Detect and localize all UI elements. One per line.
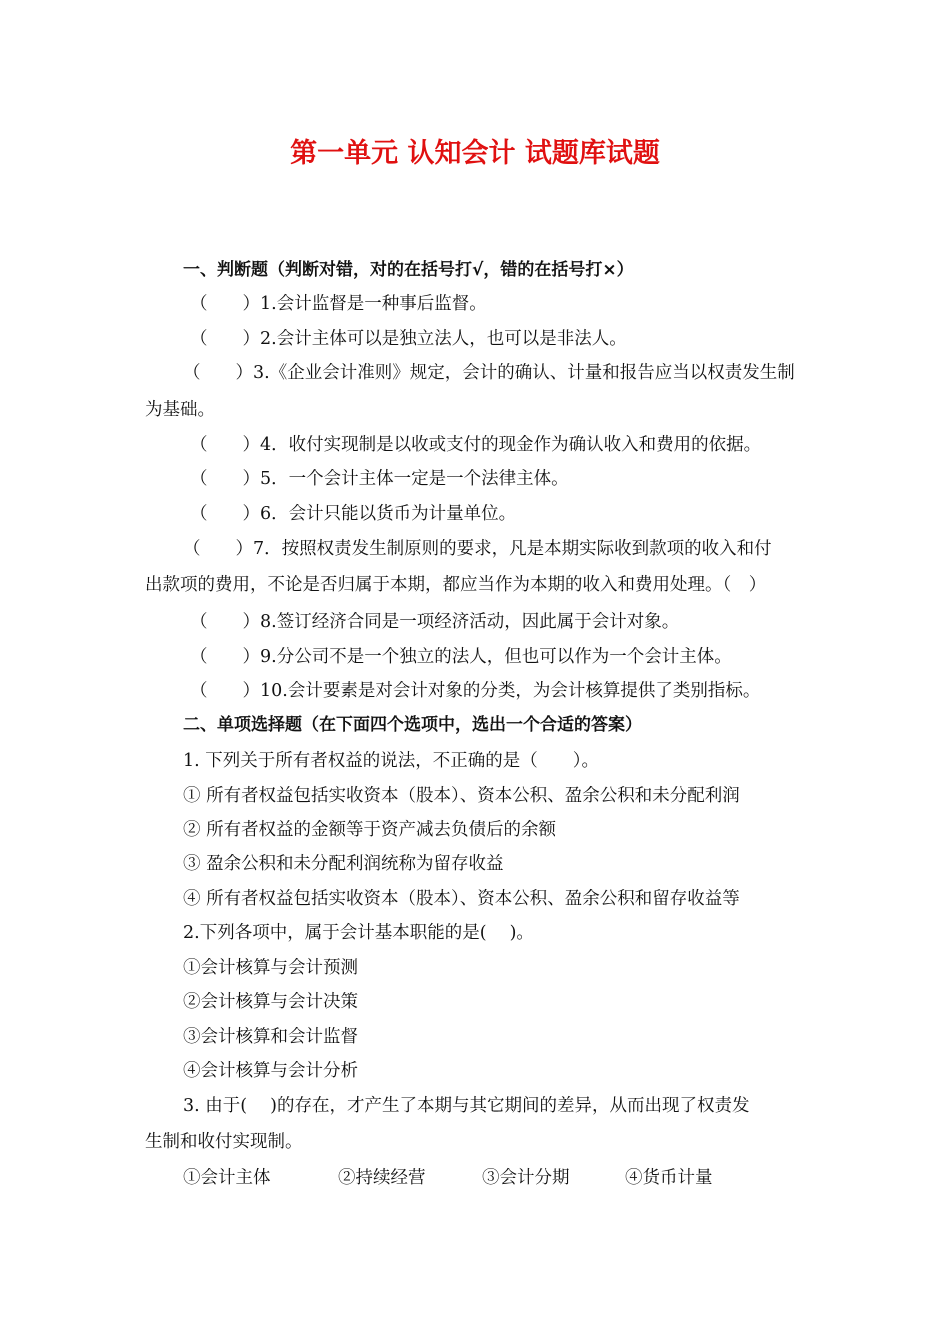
judge-item-7: （ ）7．按照权责发生制原则的要求，凡是本期实际收到款项的收入和付 bbox=[183, 539, 772, 559]
q1-option-3: ③ 盈余公积和未分配利润统称为留存收益 bbox=[183, 854, 504, 874]
section2-heading: 二、单项选择题（在下面四个选项中，选出一个合适的答案） bbox=[183, 715, 642, 735]
q3-stem: 3. 由于( )的存在，才产生了本期与其它期间的差异，从而出现了权责发 bbox=[183, 1096, 750, 1116]
q3-option-1: ①会计主体 bbox=[183, 1168, 271, 1188]
q2-option-3: ③会计核算和会计监督 bbox=[183, 1027, 358, 1047]
judge-item-3: （ ）3.《企业会计准则》规定，会计的确认、计量和报告应当以权责发生制 bbox=[183, 363, 795, 383]
q3-option-2: ②持续经营 bbox=[338, 1168, 426, 1188]
q2-stem: 2.下列各项中，属于会计基本职能的是( )。 bbox=[183, 923, 534, 943]
judge-item-6: （ ）6．会计只能以货币为计量单位。 bbox=[190, 504, 517, 524]
q2-option-2: ②会计核算与会计决策 bbox=[183, 992, 358, 1012]
q3-option-4: ④货币计量 bbox=[625, 1168, 713, 1188]
judge-item-9: （ ）9.分公司不是一个独立的法人，但也可以作为一个会计主体。 bbox=[190, 647, 732, 667]
q3-option-3: ③会计分期 bbox=[482, 1168, 570, 1188]
q1-option-2: ② 所有者权益的金额等于资产减去负债后的余额 bbox=[183, 820, 557, 840]
q3-stem-cont: 生制和收付实现制。 bbox=[145, 1132, 303, 1152]
q1-option-4: ④ 所有者权益包括实收资本（股本）、资本公积、盈余公积和留存收益等 bbox=[183, 889, 740, 909]
judge-item-10: （ ）10.会计要素是对会计对象的分类，为会计核算提供了类别指标。 bbox=[190, 681, 761, 701]
section1-heading: 一、判断题（判断对错，对的在括号打√，错的在括号打×） bbox=[183, 260, 634, 280]
judge-item-5: （ ）5．一个会计主体一定是一个法律主体。 bbox=[190, 469, 569, 489]
page-title: 第一单元 认知会计 试题库试题 bbox=[290, 138, 660, 169]
judge-item-1: （ ）1.会计监督是一种事后监督。 bbox=[190, 294, 487, 314]
q2-option-4: ④会计核算与会计分析 bbox=[183, 1061, 358, 1081]
judge-item-4: （ ）4．收付实现制是以收或支付的现金作为确认收入和费用的依据。 bbox=[190, 435, 762, 455]
q1-stem: 1. 下列关于所有者权益的说法，不正确的是（ ）。 bbox=[183, 751, 600, 771]
judge-item-8: （ ）8.签订经济合同是一项经济活动，因此属于会计对象。 bbox=[190, 612, 680, 632]
q1-option-1: ① 所有者权益包括实收资本（股本）、资本公积、盈余公积和未分配利润 bbox=[183, 786, 740, 806]
judge-item-2: （ ）2.会计主体可以是独立法人，也可以是非法人。 bbox=[190, 329, 627, 349]
judge-item-7-cont: 出款项的费用，不论是否归属于本期，都应当作为本期的收入和费用处理。（ ） bbox=[145, 575, 767, 595]
judge-item-3-cont: 为基础。 bbox=[145, 400, 215, 420]
q2-option-1: ①会计核算与会计预测 bbox=[183, 958, 358, 978]
